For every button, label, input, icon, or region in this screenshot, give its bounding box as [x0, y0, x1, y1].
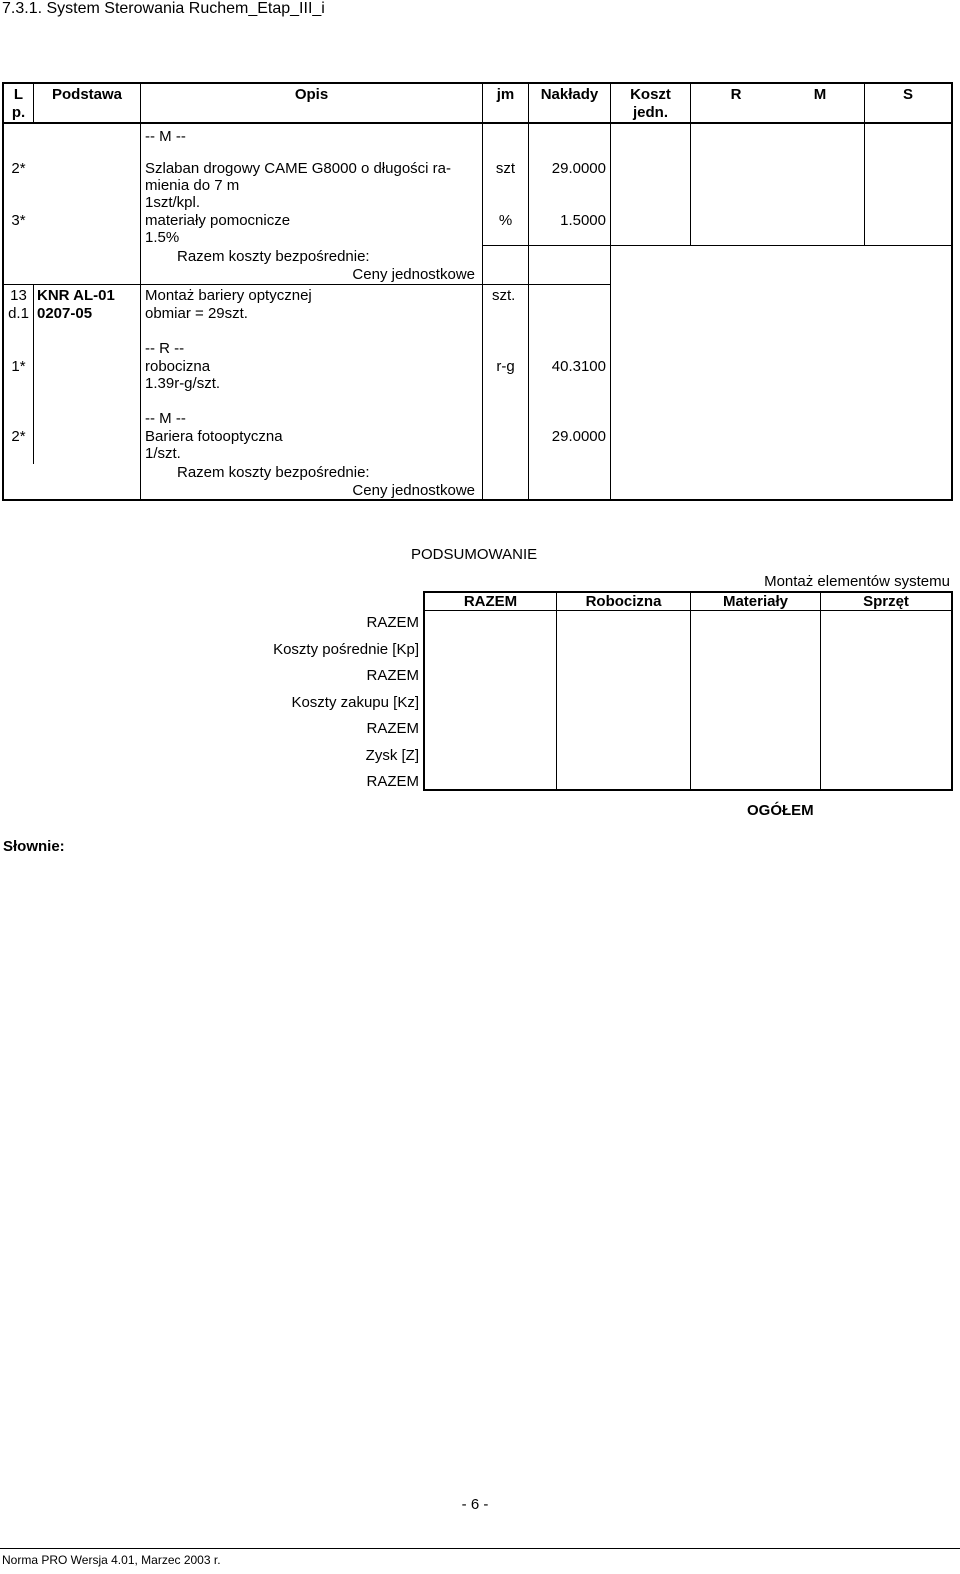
material-marker: -- M -- [145, 128, 186, 145]
position-basis: KNR AL-01 [37, 287, 115, 304]
labor-marker: -- R -- [145, 340, 185, 357]
header-koszt-2: jedn. [632, 104, 668, 121]
row-naklady: 1.5000 [560, 212, 606, 229]
document-title: 7.3.1. System Sterowania Ruchem_Etap_III_i [2, 0, 325, 17]
summary-row-label: RAZEM [366, 773, 419, 790]
position-desc: Montaż bariery optycznej [145, 287, 312, 304]
summary-subtitle: Montaż elementów systemu [764, 573, 950, 590]
position-desc-2: obmiar = 29szt. [145, 305, 248, 322]
row-jm: r-g [496, 358, 515, 375]
header-opis: Opis [294, 86, 329, 103]
footer-software-note: Norma PRO Wersja 4.01, Marzec 2003 r. [2, 1553, 221, 1567]
header-lp: L [13, 86, 24, 103]
summary-row-label: Zysk [Z] [365, 747, 419, 764]
row-jm: szt [495, 160, 516, 177]
row-desc: Bariera fotooptyczna [145, 428, 283, 445]
summary-row-label: Koszty pośrednie [Kp] [273, 641, 419, 658]
position-lp-2: d.1 [8, 305, 29, 322]
row-lp: 3* [11, 212, 26, 229]
row-desc: 1/szt. [145, 445, 181, 462]
position-basis-2: 0207-05 [37, 305, 93, 322]
header-koszt: Koszt [630, 86, 671, 103]
header-jm: jm [496, 86, 515, 103]
header-lp-2: p. [11, 104, 26, 121]
unit-prices-label: Ceny jednostkowe [352, 266, 475, 283]
row-naklady: 29.0000 [551, 160, 606, 177]
material-marker: -- M -- [145, 410, 186, 427]
row-lp: 2* [11, 428, 26, 445]
summary-col-razem: RAZEM [463, 593, 518, 610]
row-desc: robocizna [145, 358, 211, 375]
row-desc: mienia do 7 m [145, 177, 240, 194]
position-lp: 13 [10, 287, 27, 304]
header-s: S [902, 86, 913, 103]
row-jm: % [498, 212, 513, 229]
row-lp: 1* [11, 358, 26, 375]
row-desc: 1.5% [145, 229, 180, 246]
summary-row-label: Koszty zakupu [Kz] [291, 694, 419, 711]
subtotal-label: Razem koszty bezpośrednie: [177, 248, 370, 265]
amount-in-words-label: Słownie: [3, 838, 65, 855]
summary-title: PODSUMOWANIE [411, 546, 538, 563]
summary-col-robocizna: Robocizna [585, 593, 662, 610]
summary-col-sprzet: Sprzęt [863, 593, 909, 610]
summary-col-materialy: Materiały [722, 593, 789, 610]
row-naklady: 29.0000 [551, 428, 606, 445]
summary-row-label: RAZEM [366, 614, 419, 631]
page-number: - 6 - [461, 1496, 489, 1513]
row-desc: Szlaban drogowy CAME G8000 o długości ra- [145, 160, 451, 177]
summary-row-label: RAZEM [366, 720, 419, 737]
unit-prices-label: Ceny jednostkowe [352, 482, 475, 499]
position-jm: szt. [492, 287, 516, 304]
row-desc: 1szt/kpl. [145, 194, 201, 211]
row-desc: 1.39r-g/szt. [145, 375, 221, 392]
header-podstawa: Podstawa [51, 86, 123, 103]
header-r: R [730, 86, 742, 103]
row-naklady: 40.3100 [551, 358, 606, 375]
row-desc: materiały pomocnicze [145, 212, 291, 229]
subtotal-label: Razem koszty bezpośrednie: [177, 464, 370, 481]
summary-row-label: RAZEM [366, 667, 419, 684]
summary-total-label: OGÓŁEM [747, 802, 814, 819]
row-lp: 2* [11, 160, 26, 177]
header-naklady: Nakłady [540, 86, 599, 103]
header-m: M [813, 86, 827, 103]
